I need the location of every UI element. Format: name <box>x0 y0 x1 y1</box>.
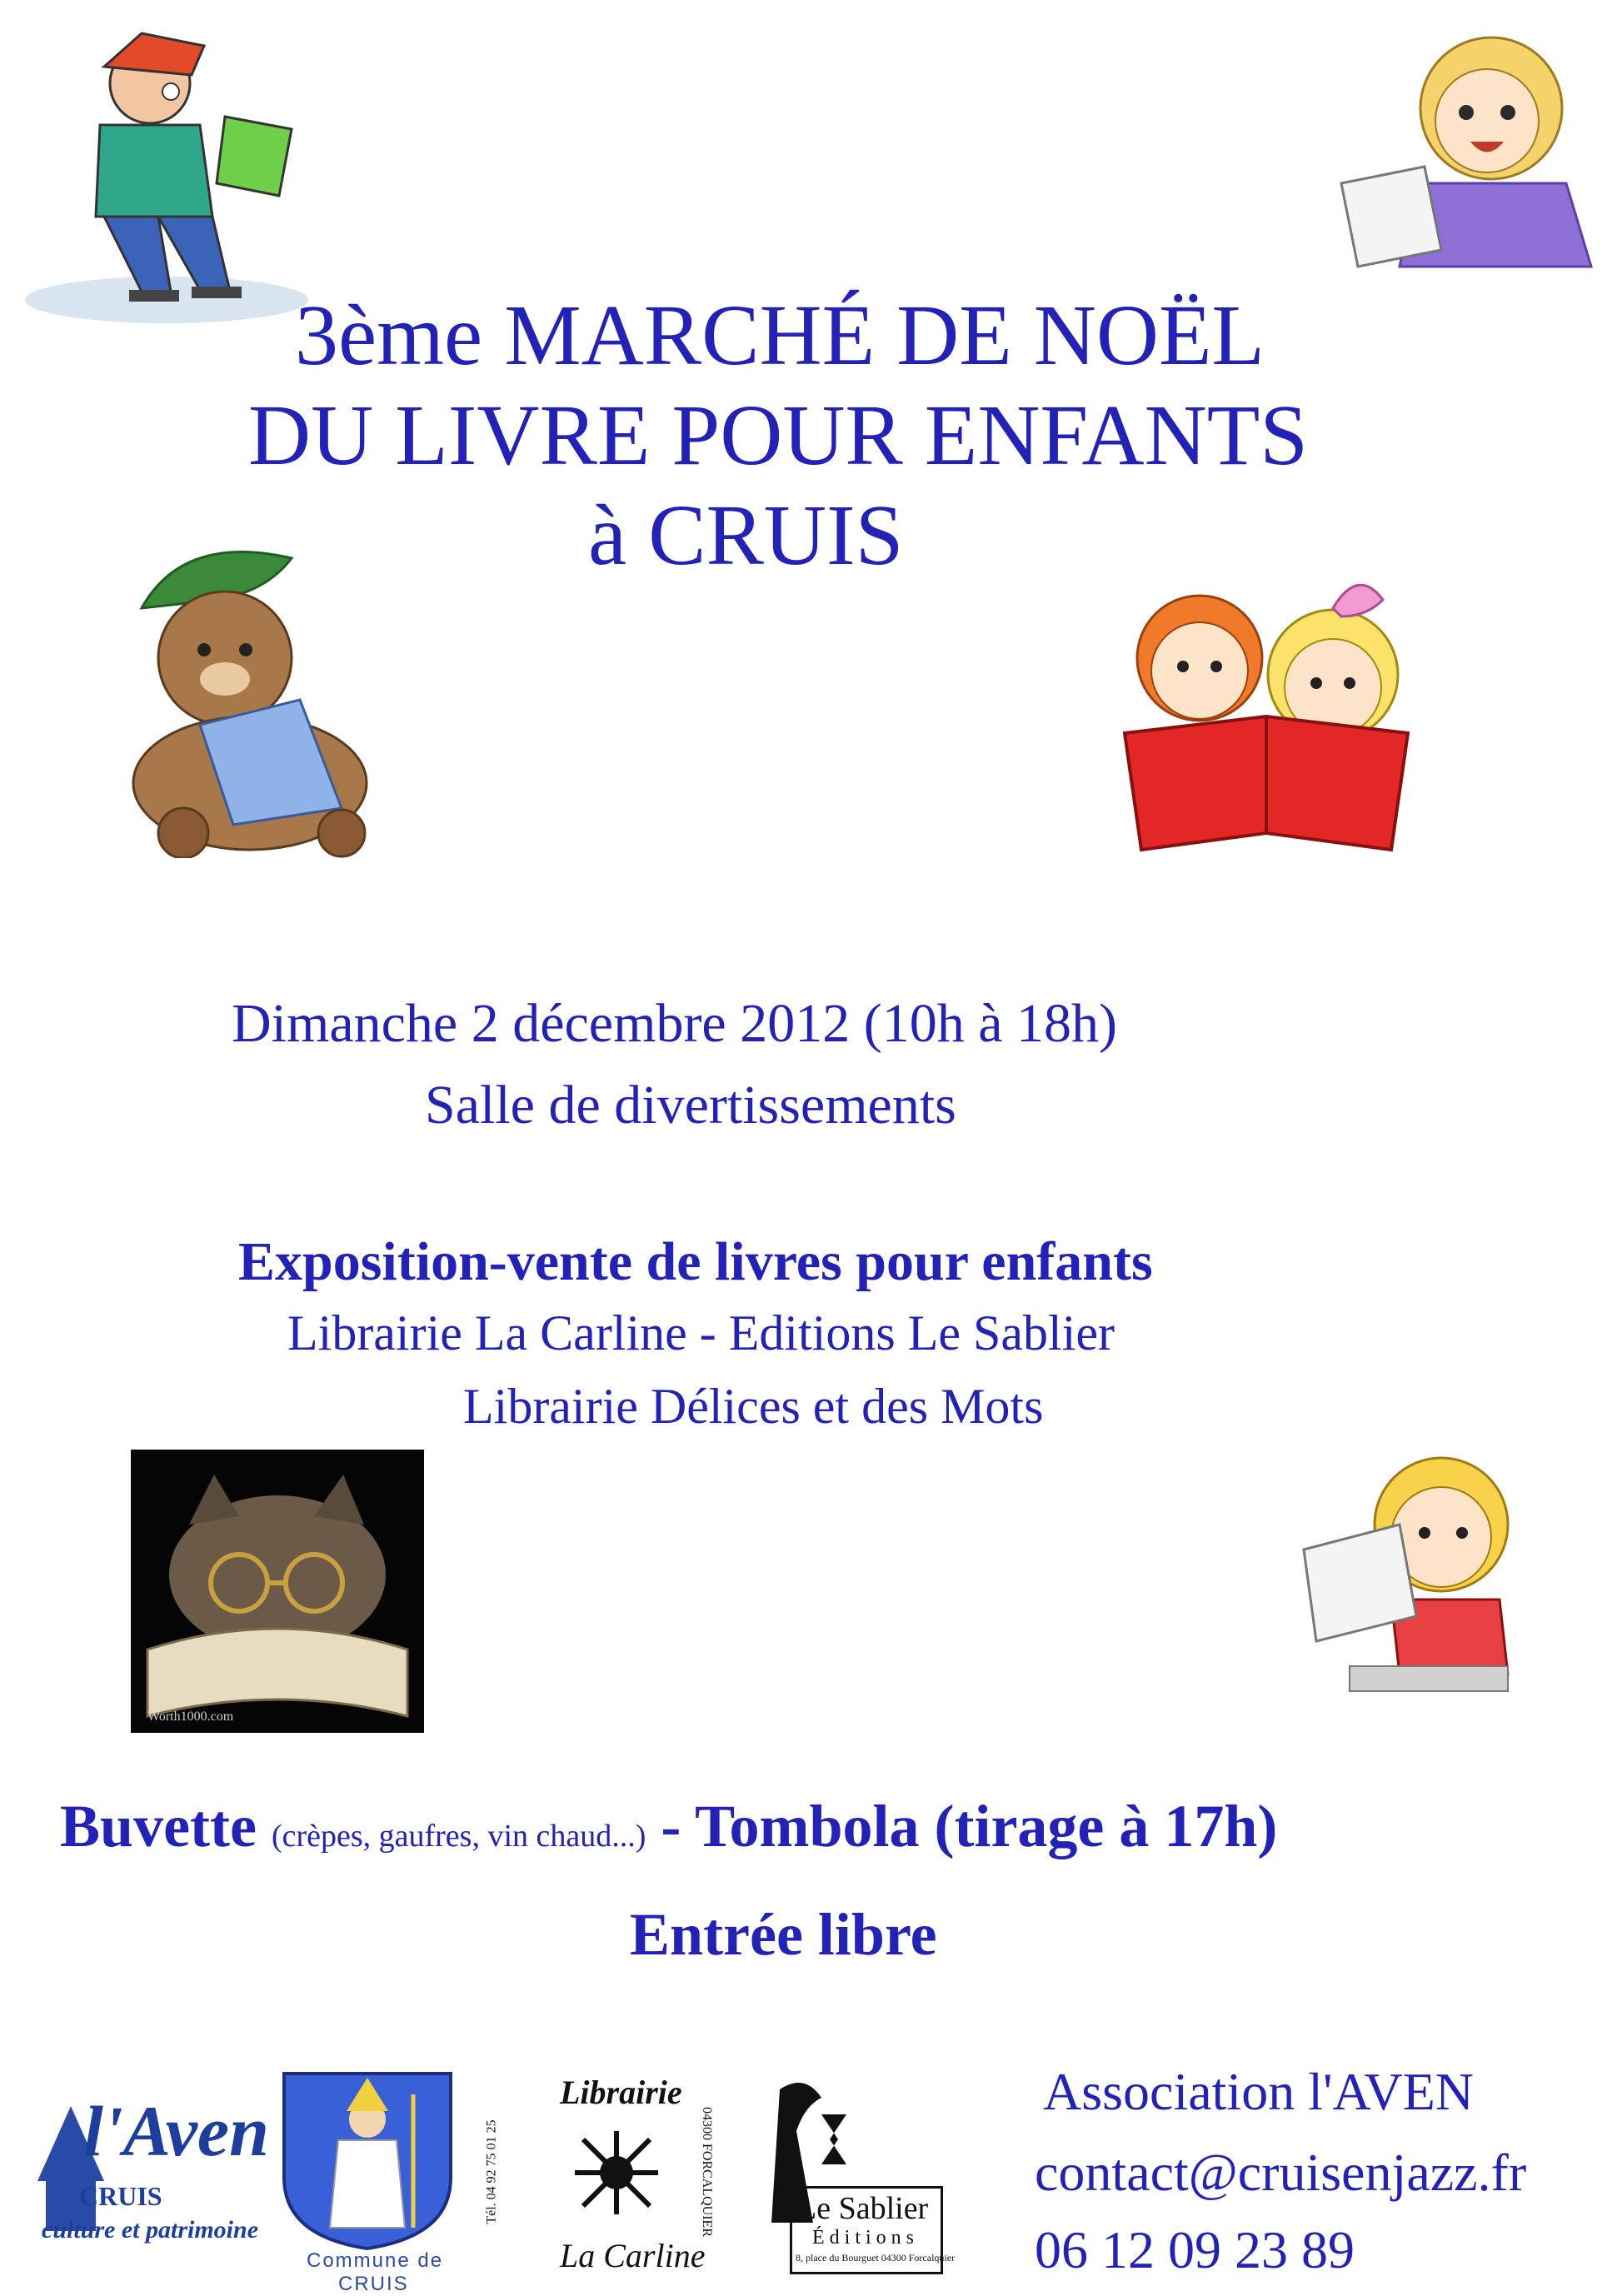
boy-reading-illustration <box>1300 1433 1516 1700</box>
carline-bottom: La Carline <box>560 2237 706 2274</box>
boy-skating-reading-illustration <box>25 25 308 333</box>
buvette-detail: (crèpes, gaufres, vin chaud...) <box>271 1819 646 1854</box>
thistle-icon <box>566 2123 666 2223</box>
expo-heading: Exposition-vente de livres pour enfants <box>238 1231 1153 1292</box>
title-line-3: à CRUIS <box>588 487 904 583</box>
aven-logo <box>21 2073 269 2264</box>
coat-of-arms-icon <box>280 2069 455 2253</box>
contact-email: contact@cruisenjazz.fr <box>1035 2143 1527 2202</box>
sablier-addr: 8, place du Bourguet 04300 Forcalquier <box>796 2252 956 2264</box>
contact-org: Association l'AVEN <box>1043 2062 1474 2121</box>
carline-city: 04300 FORCALQUIER <box>700 2106 715 2238</box>
commune-line-1: Commune de <box>307 2249 444 2272</box>
commune-cruis-logo <box>280 2069 472 2294</box>
carline-tel: Tél. 04 92 75 01 25 <box>484 2119 499 2224</box>
aven-tagline: culture et patrimoine <box>42 2216 259 2244</box>
event-date: Dimanche 2 décembre 2012 (10h à 18h) <box>232 993 1117 1054</box>
title-line-1: 3ème MARCHÉ DE NOËL <box>295 287 1265 383</box>
girl-reading-illustration <box>1325 17 1608 283</box>
title-line-2: DU LIVRE POUR ENFANTS <box>248 387 1309 483</box>
contact-phone: 06 12 09 23 89 <box>1035 2220 1355 2279</box>
aven-town: CRUIS <box>79 2181 162 2211</box>
sablier-box <box>790 2186 956 2274</box>
entry-free: Entrée libre <box>630 1901 937 1968</box>
commune-line-2: CRUIS <box>338 2273 409 2295</box>
buvette-line <box>60 1791 1277 1871</box>
teddy-bear-reading-illustration <box>125 533 408 858</box>
expo-line-1: Librairie La Carline - Editions Le Sablier <box>287 1305 1115 1360</box>
sablier-logo <box>755 2073 956 2281</box>
expo-line-2: Librairie Délices et des Mots <box>463 1379 1044 1434</box>
photo-watermark: Worth1000.com <box>147 1710 234 1724</box>
event-venue: Salle de divertissements <box>425 1075 956 1136</box>
tombola-label: - Tombola (tirage à 17h) <box>661 1793 1278 1859</box>
carline-top: Librairie <box>560 2074 682 2111</box>
sablier-sub: Éditions <box>812 2227 920 2249</box>
carline-logo <box>484 2073 725 2281</box>
sablier-name: Le Sablier <box>797 2191 929 2226</box>
aven-name: l'Aven <box>83 2091 269 2171</box>
cat-with-glasses-photo <box>131 1450 424 1733</box>
two-children-reading-illustration <box>1091 567 1441 866</box>
buvette-label: Buvette <box>60 1793 257 1859</box>
